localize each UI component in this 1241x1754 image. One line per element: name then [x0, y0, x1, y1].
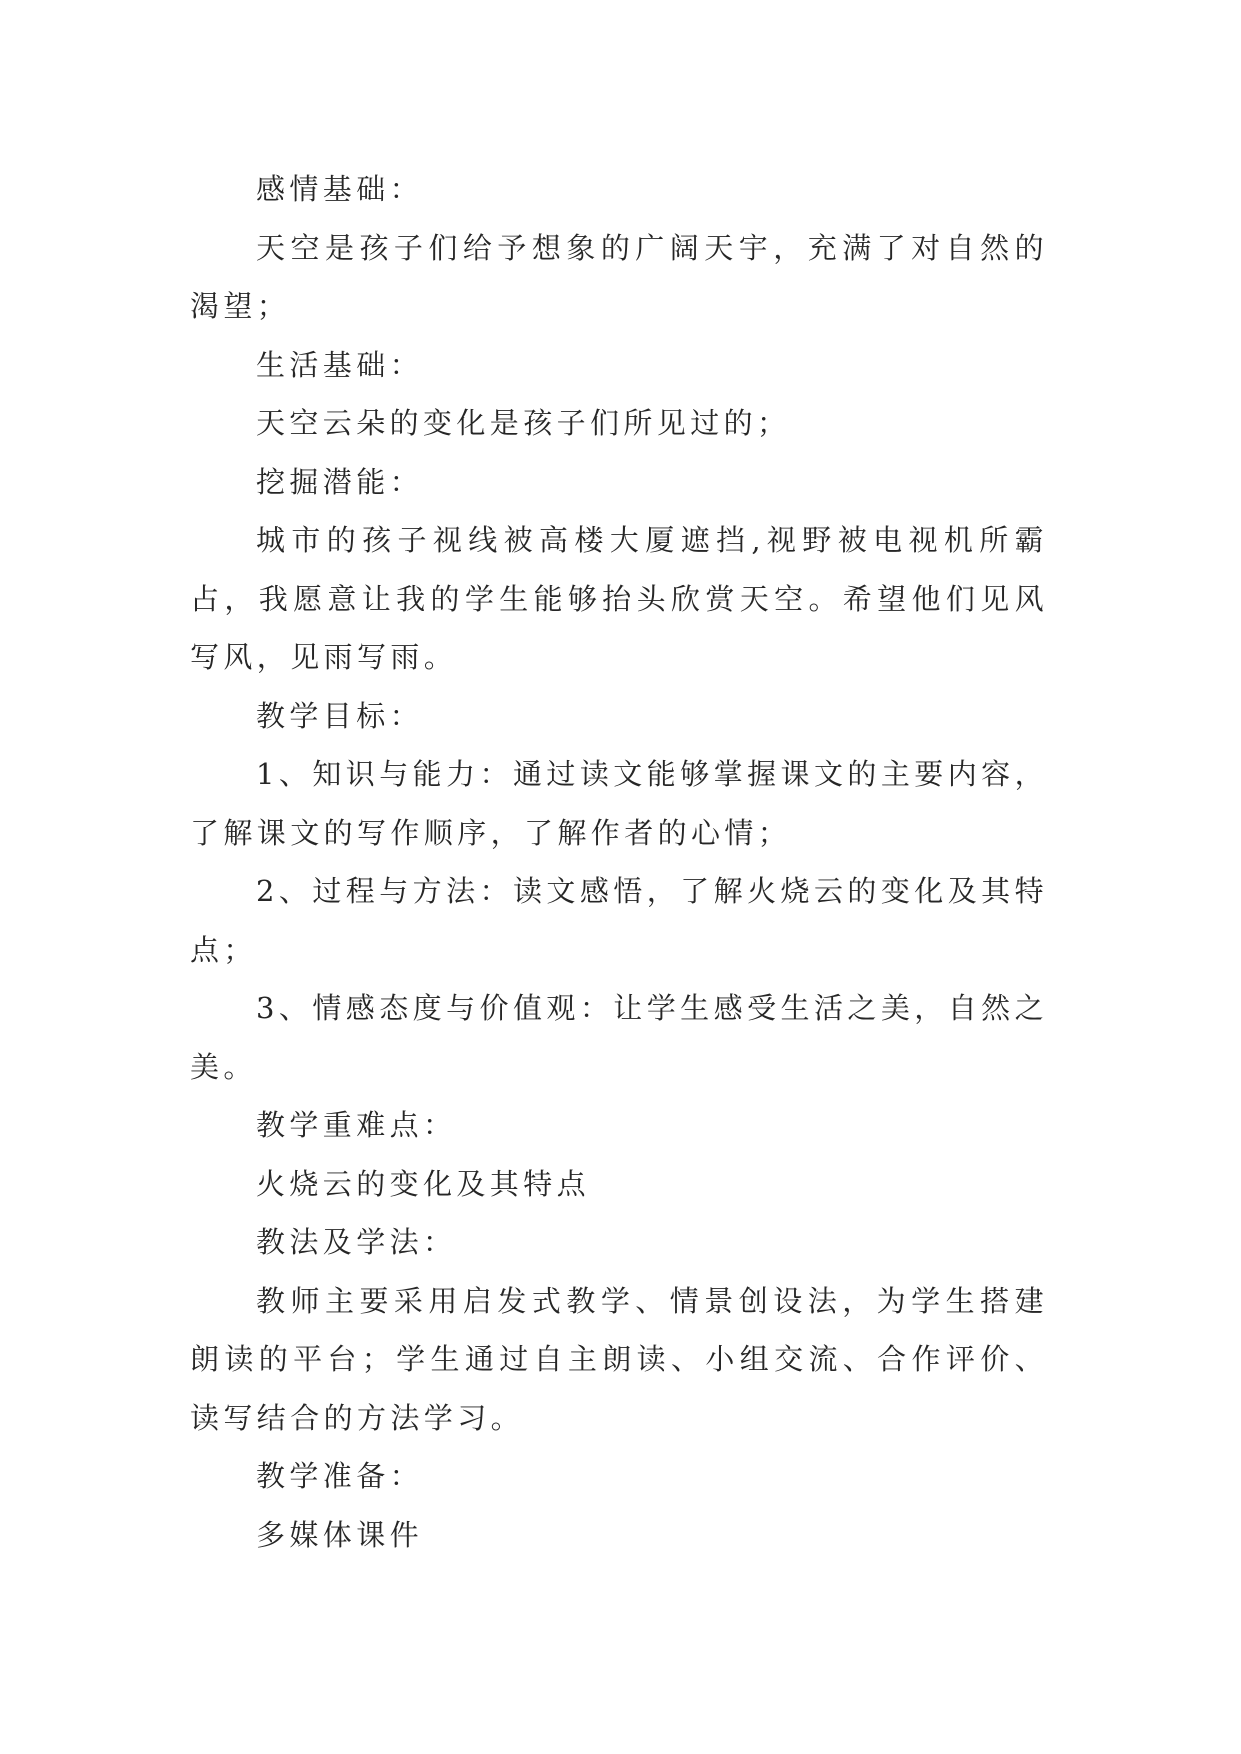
heading-potential: 挖掘潜能： [256, 464, 424, 499]
paragraph-potential: 城市的孩子视线被高楼大厦遮挡,视野被电视机所霸占，我愿意让我的学生能够抬头欣赏天空。希望他们见风写风，见雨写雨。 [190, 523, 1048, 674]
goal-item-3: 3、情感态度与价值观：让学生感受生活之美，自然之美。 [190, 991, 1048, 1084]
paragraph-life-basis: 天空云朵的变化是孩子们所见过的； [256, 406, 791, 440]
paragraph-key-points: 火烧云的变化及其特点 [256, 1166, 591, 1201]
paragraph-methods: 教师主要采用启发式教学、情景创设法，为学生搭建朗读的平台；学生通过自主朗读、小组交流、合作评价、读写结合的方法学习。 [190, 1283, 1048, 1435]
heading-teaching-goals: 教学目标： [256, 698, 424, 733]
goal-item-2: 2、过程与方法：读文感悟，了解火烧云的变化及其特点； [190, 874, 1048, 967]
heading-methods: 教法及学法： [256, 1225, 457, 1259]
paragraph-preparation: 多媒体课件 [256, 1517, 424, 1552]
heading-preparation: 教学准备： [256, 1459, 424, 1493]
heading-key-points: 教学重难点： [256, 1108, 457, 1142]
heading-emotional-basis: 感情基础： [256, 172, 424, 206]
document-body [190, 160, 1048, 1564]
heading-life-basis: 生活基础： [256, 347, 424, 382]
goal-item-1: 1、知识与能力：通过读文能够掌握课文的主要内容，了解课文的写作顺序，了解作者的心情； [190, 757, 1048, 850]
paragraph-emotional-basis: 天空是孩子们给予想象的广阔天宇，充满了对自然的渴望； [190, 230, 1048, 323]
